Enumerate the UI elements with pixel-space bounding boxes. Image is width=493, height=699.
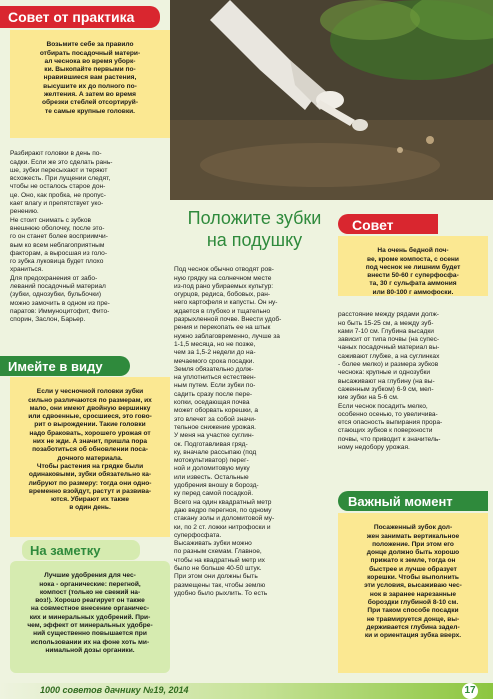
middle-column-paragraphs: Под чеснок обычно отводят ров- ную грядку на солнечном месте из-под рано убираемых культур: огурцов, редиса, бобовых, ран- него картофеля и капусты. Он ну- ждается в глубоко и тщательно разрыхленной почве. Внести удоб- рения и перекопать ее на штык нужно заблаговременно, лучше за 1-1,5 месяца, но не позже, чем за 1,5-2 недели до на- мечаемого срока посадки. Земля обязательно долж- на уплотниться естествен- ным путем. Если зубки по- садить сразу после пере- копки, оседающая почва может оборвать корешки, а это влечет за собой значи- тельное снижение урожая. У меня на участке суглин- ок. Подготавливая гряд- ку, вначале рассыпаю (под мотокультиватор) перег- ной и доломитовую муку или известь. Остальные удобрения вношу в борозд- ку перед самой посадкой. Всего на один квадратный метр даю ведро перегноя, по одному стакану золы и доломитовой му- ки, по 2 ст. ложки нитрофоски и суперфосфата. Высаживать зубки можно по разным схемам. Главное, чтобы на квадратный метр их было не больше 40-50 штук. При этом они должны быть размещены так, чтобы землю удобно было рыхлить. То есть bbox=[174, 266, 282, 597]
advice-heading-text: Совет bbox=[352, 217, 394, 233]
important-heading-text: Важный момент bbox=[348, 494, 453, 509]
practice-box bbox=[10, 30, 170, 138]
photo-illustration bbox=[170, 0, 493, 200]
advice-text: На очень бедной поч- ве, кроме компоста, с осени под чеснок не лишним будет внести 50-60 г суперфосфа- та, 30 г сульфата аммония или 80-100 г аммофоски. bbox=[365, 247, 461, 296]
note-heading bbox=[22, 540, 140, 560]
left-column-paragraphs: Разбирают головки в день по- садки. Если же это сделать рань- ше, зубки пересыхают и теряют всхожесть. При лущении следят, чтобы не осталось старое дон- це. Оно, как пробка, не пропус- кает влагу и препятствует уко- ренению. Не стоит снимать с зубков внешнюю оболочку, после это- го он станет более восприимчи- вым ко всем неблагоприятным факторам, а выросшая из голо- го зубка луковица будет плохо храниться. Для предохранения от забо- леваний посадочный материал (зубки, однозубки, бульбочки) можно замочить в одном из пре- паратов: Иммуноцитофит, Фито- спорин, Заслон, Барьер. bbox=[10, 150, 113, 324]
page-number: 17 bbox=[462, 683, 478, 699]
practice-text: Возьмите себе за правило отбирать посадочный матери- ал чеснока во время уборк- ки. Выкопайте первыми по- нравившиеся вам растения, высушите их до полного по- желтения. А затем во время обрезки стеблей отсортируй- те самые крупные головки. bbox=[39, 41, 141, 115]
view-heading bbox=[0, 356, 130, 376]
right-column-paragraphs: расстояние между рядами долж- но быть 15-25 см, а между зуб- ками 7-10 см. Глубина высадки зависит от типа почвы (на супес- чаных посадочный материал вы- саживают глубже, а на суглинках - более мелко) и размера зубков чеснока: крупные и однозубки высаживают на глубину (на вы- саженным зубком) 6-9 см, мел- кие зубки на 5-6 см. Если чеснок посадить мелко, особенно осенью, то увеличива- ется опасность выпирания прора- стающих зубков к поверхности почвы, что приводит к значитель- ному недобору урожая. bbox=[338, 311, 443, 452]
garlic-planting-photo bbox=[170, 0, 493, 200]
footer-bar bbox=[0, 683, 493, 699]
practice-heading-text: Совет от практика bbox=[8, 9, 135, 25]
right-column-text bbox=[338, 303, 488, 485]
important-heading bbox=[338, 491, 488, 511]
middle-column-text bbox=[174, 258, 334, 670]
view-text: Если у чесночной головки зубки сильно различаются по размерам, их мало, они имеют двойную вершинку или сдвоенные, сросшиеся, это гово- рит о вырождении. Такие головки надо браковать, хорошего урожая от них не жди. А значит, пришла пора позаботиться об обновлении поса- дочного материала. Чтобы растения на грядке были одинаковыми, зубки обязательно ка- либруют по размеру: тогда они одно- временно взойдут, растут и развива- ются. Убирают их также в один день. bbox=[28, 388, 152, 512]
view-heading-text: Имейте в виду bbox=[8, 359, 103, 374]
note-box bbox=[10, 561, 170, 673]
advice-heading bbox=[338, 214, 438, 234]
advice-box bbox=[338, 236, 488, 296]
note-heading-text: На заметку bbox=[30, 543, 101, 558]
important-box bbox=[338, 513, 488, 673]
note-text: Лучшие удобрения для чес- нока - органические: перегной, компост (только не свежий на- воз!). Хорошо реагирует он также на совместное внесение органичес- ких и минеральных удобрений. При- чем, эффект от минеральных удобре- ний существенно повышается при использовании их на фоне хоть ми- нимальной дозы органики. bbox=[27, 572, 153, 654]
footer-text: 1000 советов дачнику №19, 2014 bbox=[40, 685, 189, 695]
article-title-line1: Положите зубки bbox=[187, 208, 322, 228]
practice-heading bbox=[0, 6, 160, 28]
left-column-text bbox=[10, 142, 168, 342]
important-text: Посаженный зубок дол- жен занимать вертикальное положение. При этом его донце должно быть хорошо прижато к земле, тогда он быстрее и лучше образует корешки. Чтобы выполнить эти условия, высаживаю чес- нок в заранее нарезанные бороздки глубиной 8-10 см. При таком способе посадки не травмируется донце, вы- держивается глубина задел- ки и ориентация зубка вверх. bbox=[364, 524, 462, 640]
view-box bbox=[10, 377, 170, 537]
article-title-line2: на подушку bbox=[206, 230, 303, 250]
article-title bbox=[172, 207, 337, 255]
